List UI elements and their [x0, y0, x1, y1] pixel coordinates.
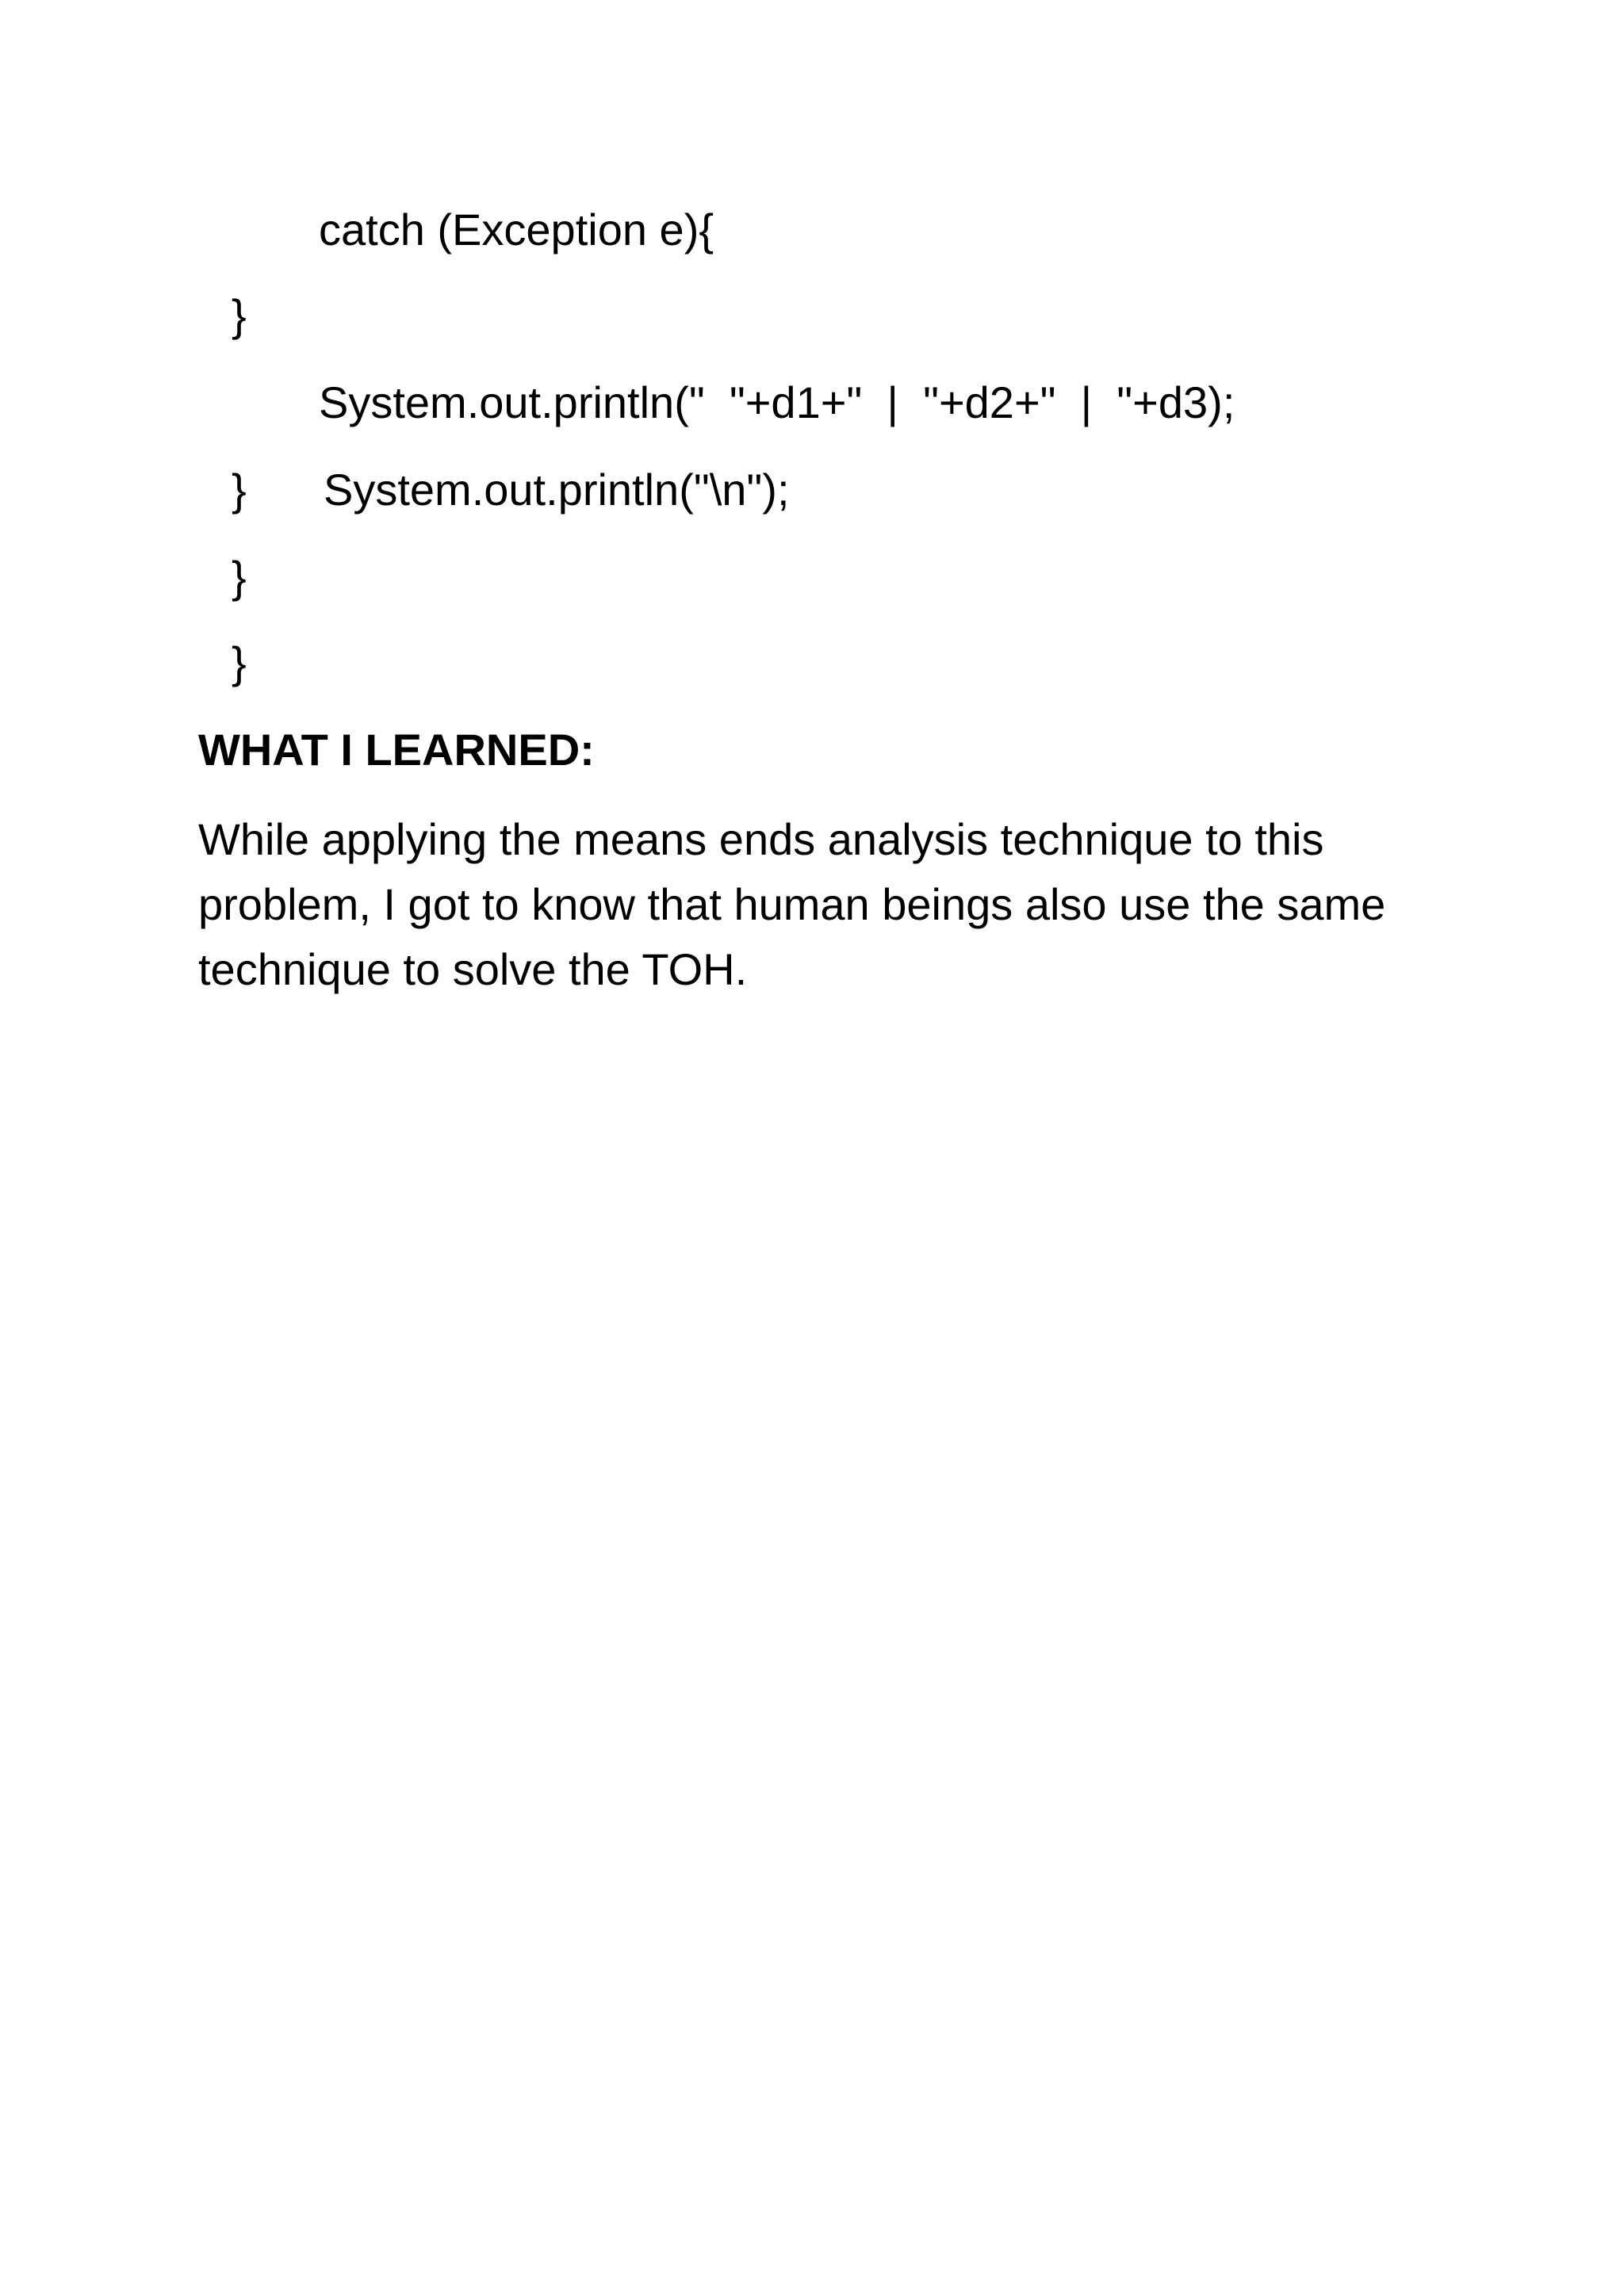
- code-line-brace-1: }: [232, 290, 247, 340]
- code-line-brace-2: }: [232, 465, 247, 515]
- code-line-println-newline: System.out.println("\n");: [324, 465, 790, 515]
- code-line-catch: catch (Exception e){: [319, 205, 714, 254]
- code-line-brace-4: }: [232, 637, 247, 687]
- learned-paragraph: While applying the means ends analysis technique to this problem, I got to know that human beings also use the same technique to solve the TOH.: [198, 814, 1386, 994]
- section-heading-what-i-learned: WHAT I LEARNED:: [198, 725, 595, 775]
- code-line-brace-3: }: [232, 552, 247, 602]
- code-line-println-values: System.out.println(" "+d1+" | "+d2+" | "+d3);: [319, 377, 1235, 427]
